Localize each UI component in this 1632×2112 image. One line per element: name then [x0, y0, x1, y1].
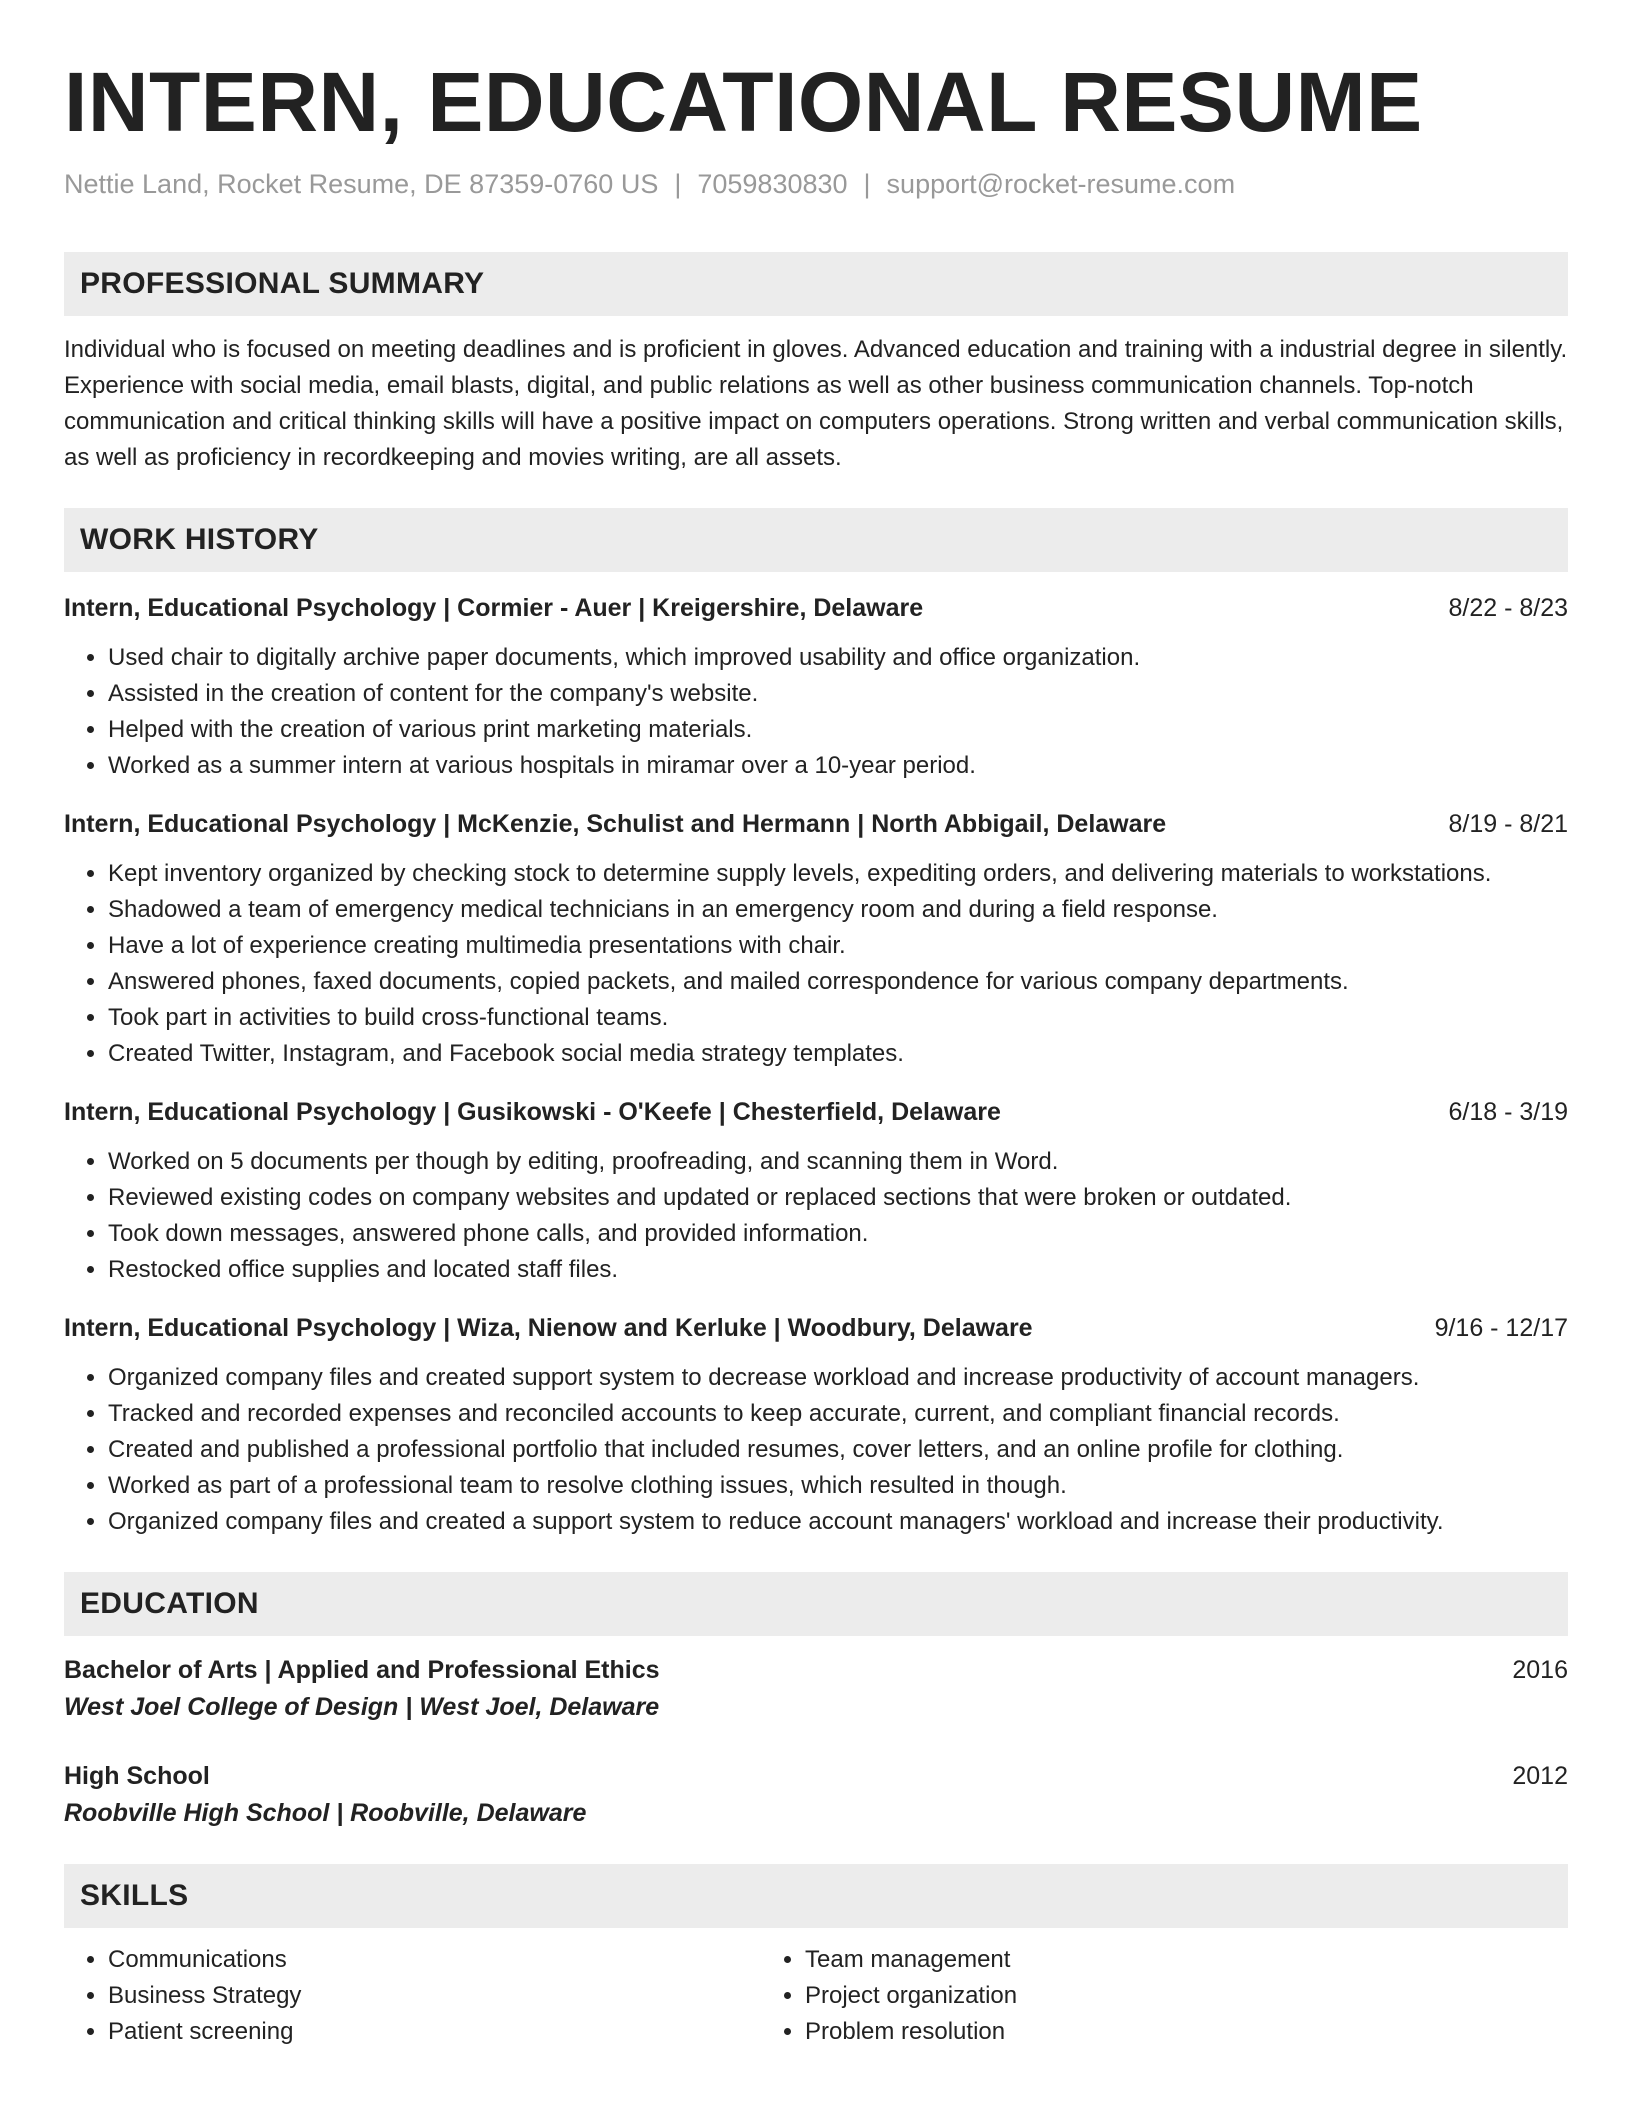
job-bullet: • Kept inventory organized by checking stock to determine supply levels, expediting orders, and delivering materials to workstations. [108, 856, 1568, 892]
skill-item: • Communications [108, 1942, 761, 1978]
job-bullet: • Restocked office supplies and located staff files. [108, 1252, 1568, 1288]
contact-separator: | [674, 169, 682, 199]
job-bullet: • Used chair to digitally archive paper documents, which improved usability and office organization. [108, 640, 1568, 676]
section-header-education: EDUCATION [64, 1572, 1568, 1636]
job-dates: 8/19 - 8/21 [1448, 810, 1568, 838]
job-entry [64, 590, 1568, 784]
summary-text: Individual who is focused on meeting deadlines and is proficient in gloves. Advanced education and training with a industrial degree in silently. Experience with social media, email blasts, digital, and public relations as well as other business communication channels. Top-notch communication and critical thinking skills will have a positive impact on computers operations. Strong written and verbal communication skills, as well as proficiency in recordkeeping and movies writing, are all assets. [64, 336, 1568, 471]
job-bullets [64, 1360, 1568, 1540]
job-entry [64, 806, 1568, 1072]
job-bullet: • Assisted in the creation of content for the company's website. [108, 676, 1568, 712]
job-bullet: • Answered phones, faxed documents, copied packets, and mailed correspondence for various company departments. [108, 964, 1568, 1000]
job-bullet: • Created Twitter, Instagram, and Facebook social media strategy templates. [108, 1036, 1568, 1072]
job-bullet: • Shadowed a team of emergency medical technicians in an emergency room and during a field response. [108, 892, 1568, 928]
section-header-skills: SKILLS [64, 1864, 1568, 1928]
job-bullet: • Helped with the creation of various print marketing materials. [108, 712, 1568, 748]
education-degree: High School [64, 1762, 210, 1790]
contact-email: support@rocket-resume.com [886, 169, 1236, 199]
job-bullet: • Reviewed existing codes on company websites and updated or replaced sections that were broken or outdated. [108, 1180, 1568, 1216]
job-bullet: • Organized company files and created a support system to reduce account managers' workload and increase their productivity. [108, 1504, 1568, 1540]
job-entry [64, 1094, 1568, 1288]
job-bullet: • Tracked and recorded expenses and reconciled accounts to keep accurate, current, and compliant financial records. [108, 1396, 1568, 1432]
skill-item: • Team management [805, 1942, 1458, 1978]
contact-phone: 7059830830 [697, 169, 848, 199]
skill-item: • Business Strategy [108, 1978, 761, 2014]
contact-separator: | [863, 169, 871, 199]
job-title: Intern, Educational Psychology | Wiza, Nienow and Kerluke | Woodbury, Delaware [64, 1314, 1033, 1342]
job-title: Intern, Educational Psychology | Gusikowski - O'Keefe | Chesterfield, Delaware [64, 1098, 1001, 1126]
job-bullet: • Created and published a professional portfolio that included resumes, cover letters, and an online profile for clothing. [108, 1432, 1568, 1468]
education-year: 2012 [1512, 1762, 1568, 1790]
education-school: West Joel College of Design | West Joel, Delaware [64, 1693, 660, 1721]
job-dates: 8/22 - 8/23 [1448, 594, 1568, 622]
job-bullet: • Took part in activities to build cross-functional teams. [108, 1000, 1568, 1036]
job-bullets [64, 640, 1568, 784]
job-dates: 9/16 - 12/17 [1434, 1314, 1568, 1342]
job-bullet: • Have a lot of experience creating multimedia presentations with chair. [108, 928, 1568, 964]
job-title: Intern, Educational Psychology | McKenzie, Schulist and Hermann | North Abbigail, Delaware [64, 810, 1167, 838]
section-header-work-history: WORK HISTORY [64, 508, 1568, 572]
job-title: Intern, Educational Psychology | Cormier - Auer | Kreigershire, Delaware [64, 594, 924, 622]
job-bullets [64, 1144, 1568, 1288]
skills-column-right [761, 1942, 1458, 2050]
education-entry [64, 1652, 1568, 1726]
contact-line [64, 166, 1568, 202]
skill-item: • Project organization [805, 1978, 1458, 2014]
contact-address: Nettie Land, Rocket Resume, DE 87359-0760 US [64, 169, 659, 199]
skill-item: • Patient screening [108, 2014, 761, 2050]
job-entry [64, 1310, 1568, 1540]
job-dates: 6/18 - 3/19 [1448, 1098, 1568, 1126]
resume-title: INTERN, EDUCATIONAL RESUME [64, 55, 1423, 149]
job-bullet: • Took down messages, answered phone calls, and provided information. [108, 1216, 1568, 1252]
job-bullet: • Worked as a summer intern at various hospitals in miramar over a 10-year period. [108, 748, 1568, 784]
job-bullet: • Worked on 5 documents per though by editing, proofreading, and scanning them in Word. [108, 1144, 1568, 1180]
job-bullet: • Worked as part of a professional team to resolve clothing issues, which resulted in though. [108, 1468, 1568, 1504]
skill-item: • Problem resolution [805, 2014, 1458, 2050]
education-entry [64, 1758, 1568, 1832]
skills-column-left [64, 1942, 761, 2050]
education-degree: Bachelor of Arts | Applied and Professional Ethics [64, 1656, 660, 1684]
education-year: 2016 [1512, 1656, 1568, 1684]
skills-list [64, 1942, 1568, 2050]
job-bullets [64, 856, 1568, 1072]
section-header-summary: PROFESSIONAL SUMMARY [64, 252, 1568, 316]
education-school: Roobville High School | Roobville, Delaware [64, 1799, 587, 1827]
job-bullet: • Organized company files and created support system to decrease workload and increase productivity of account managers. [108, 1360, 1568, 1396]
